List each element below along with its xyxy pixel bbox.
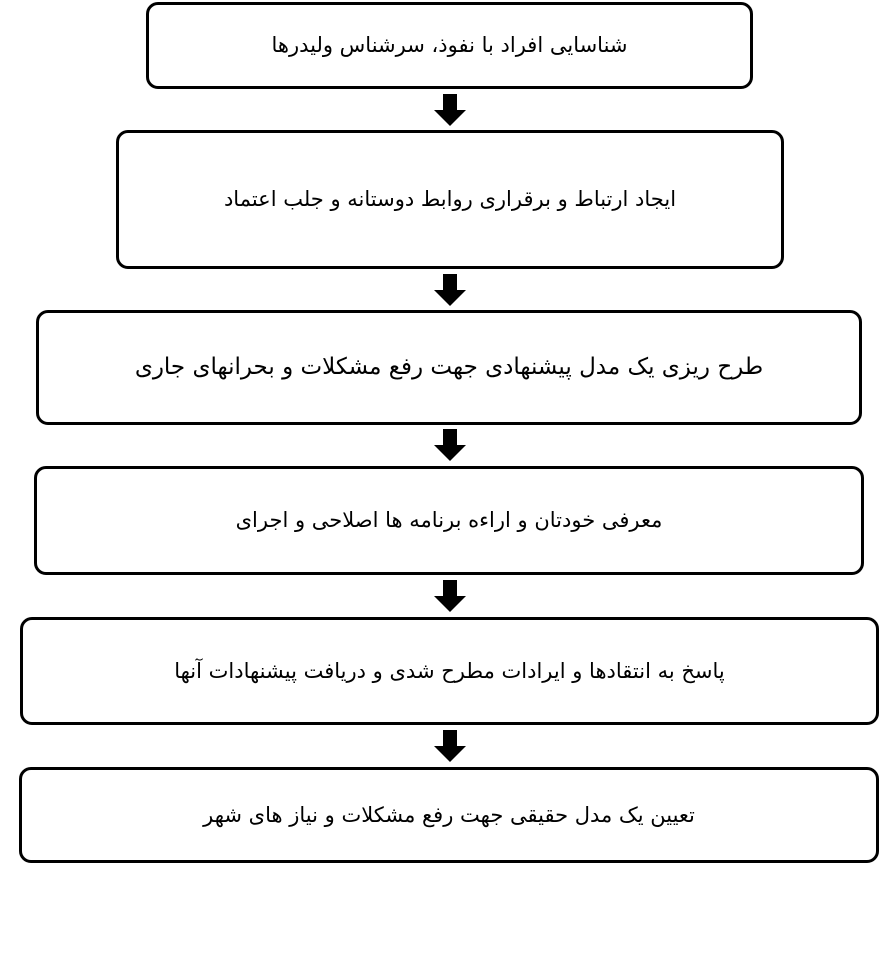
flow-step-3-label: طرح ریزی یک مدل پیشنهادی جهت رفع مشکلات و بحرانهای جاری <box>134 354 764 380</box>
flow-step-6 <box>19 767 879 863</box>
down-arrow-icon <box>434 730 466 762</box>
down-arrow-icon <box>434 429 466 461</box>
flow-step-2 <box>116 130 784 269</box>
flow-step-1-label: شناسایی افراد با نفوذ، سرشناس ولیدرها <box>271 33 628 57</box>
flow-step-6-label: تعیین یک مدل حقیقی جهت رفع مشکلات و نیاز های شهر <box>203 802 695 827</box>
flow-step-4-label: معرفی خودتان و اراءه برنامه ها اصلاحی و اجرای <box>235 508 663 532</box>
flow-step-1 <box>146 2 753 89</box>
flow-step-2-label: ایجاد ارتباط و برقراری روابط دوستانه و جلب اعتماد <box>223 187 677 211</box>
down-arrow-icon <box>434 274 466 306</box>
flow-step-5 <box>20 617 879 725</box>
flow-step-4 <box>34 466 864 575</box>
flow-step-3 <box>36 310 862 425</box>
down-arrow-icon <box>434 580 466 612</box>
down-arrow-icon <box>434 94 466 126</box>
flow-step-5-label: پاسخ به انتقادها و ایرادات مطرح شدی و دریافت پیشنهادات آنها <box>174 658 725 683</box>
